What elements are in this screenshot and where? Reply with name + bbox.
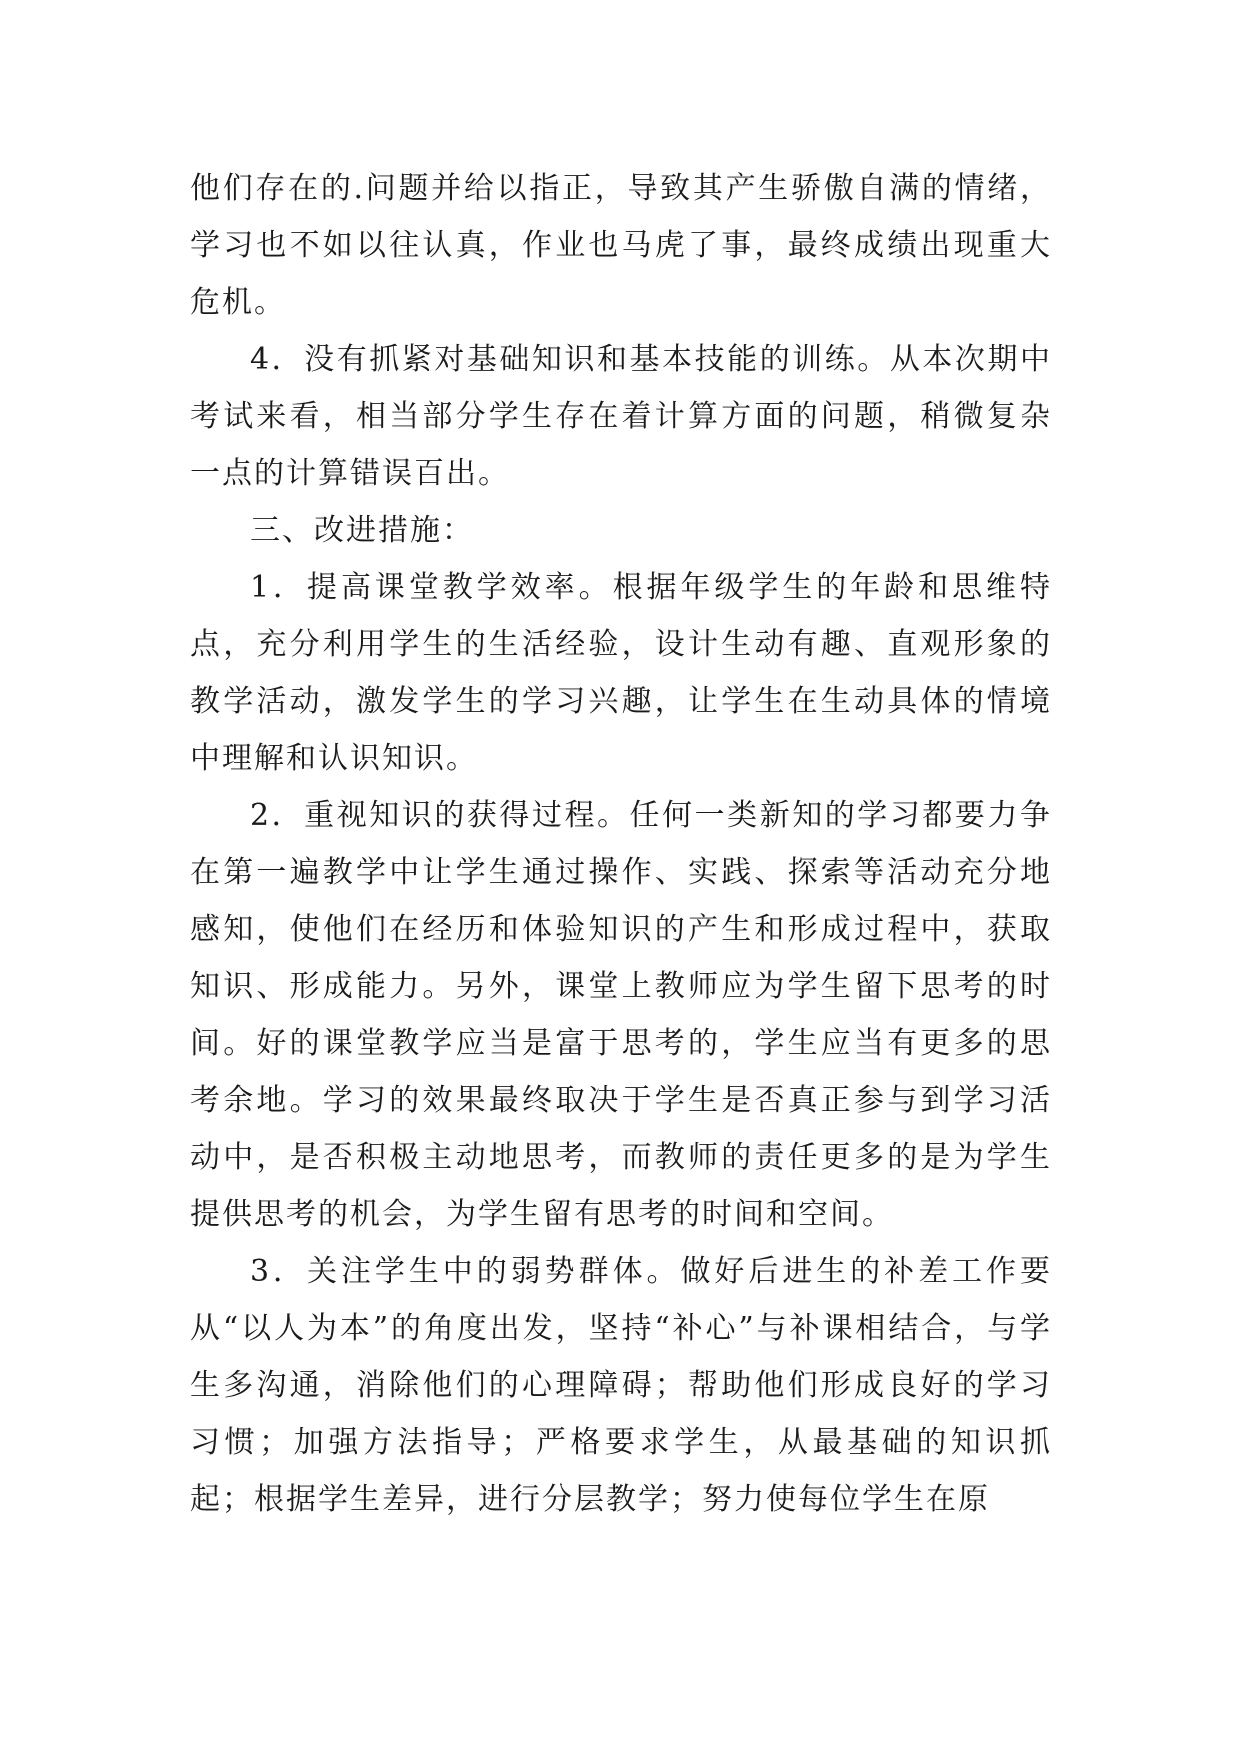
document-body	[190, 160, 1052, 1528]
paragraph-continuation: 他们存在的.问题并给以指正，导致其产生骄傲自满的情绪，学习也不如以往认真，作业也马虎了事，最终成绩出现重大危机。	[190, 171, 1052, 320]
section-heading-improvement-measures: 三、改进措施：	[250, 513, 474, 548]
paragraph-measure-2: 2．重视知识的获得过程。任何一类新知的学习都要力争在第一遍教学中让学生通过操作、实践、探索等活动充分地感知，使他们在经历和体验知识的产生和形成过程中，获取知识、形成能力。另外，课堂上教师应为学生留下思考的时间。好的课堂教学应当是富于思考的，学生应当有更多的思考余地。学习的效果最终取决于学生是否真正参与到学习活动中，是否积极主动地思考，而教师的责任更多的是为学生提供思考的机会，为学生留有思考的时间和空间。	[190, 798, 1052, 1232]
paragraph-measure-3: 3．关注学生中的弱势群体。做好后进生的补差工作要从“以人为本”的角度出发，坚持“补心”与补课相结合，与学生多沟通，消除他们的心理障碍；帮助他们形成良好的学习习惯；加强方法指导；严格要求学生，从最基础的知识抓起；根据学生差异，进行分层教学；努力使每位学生在原	[190, 1254, 1052, 1517]
paragraph-item-4: 4．没有抓紧对基础知识和基本技能的训练。从本次期中考试来看，相当部分学生存在着计算方面的问题，稍微复杂一点的计算错误百出。	[190, 342, 1052, 491]
paragraph-measure-1: 1．提高课堂教学效率。根据年级学生的年龄和思维特点，充分利用学生的生活经验，设计生动有趣、直观形象的教学活动，激发学生的学习兴趣，让学生在生动具体的情境中理解和认识知识。	[190, 570, 1052, 776]
